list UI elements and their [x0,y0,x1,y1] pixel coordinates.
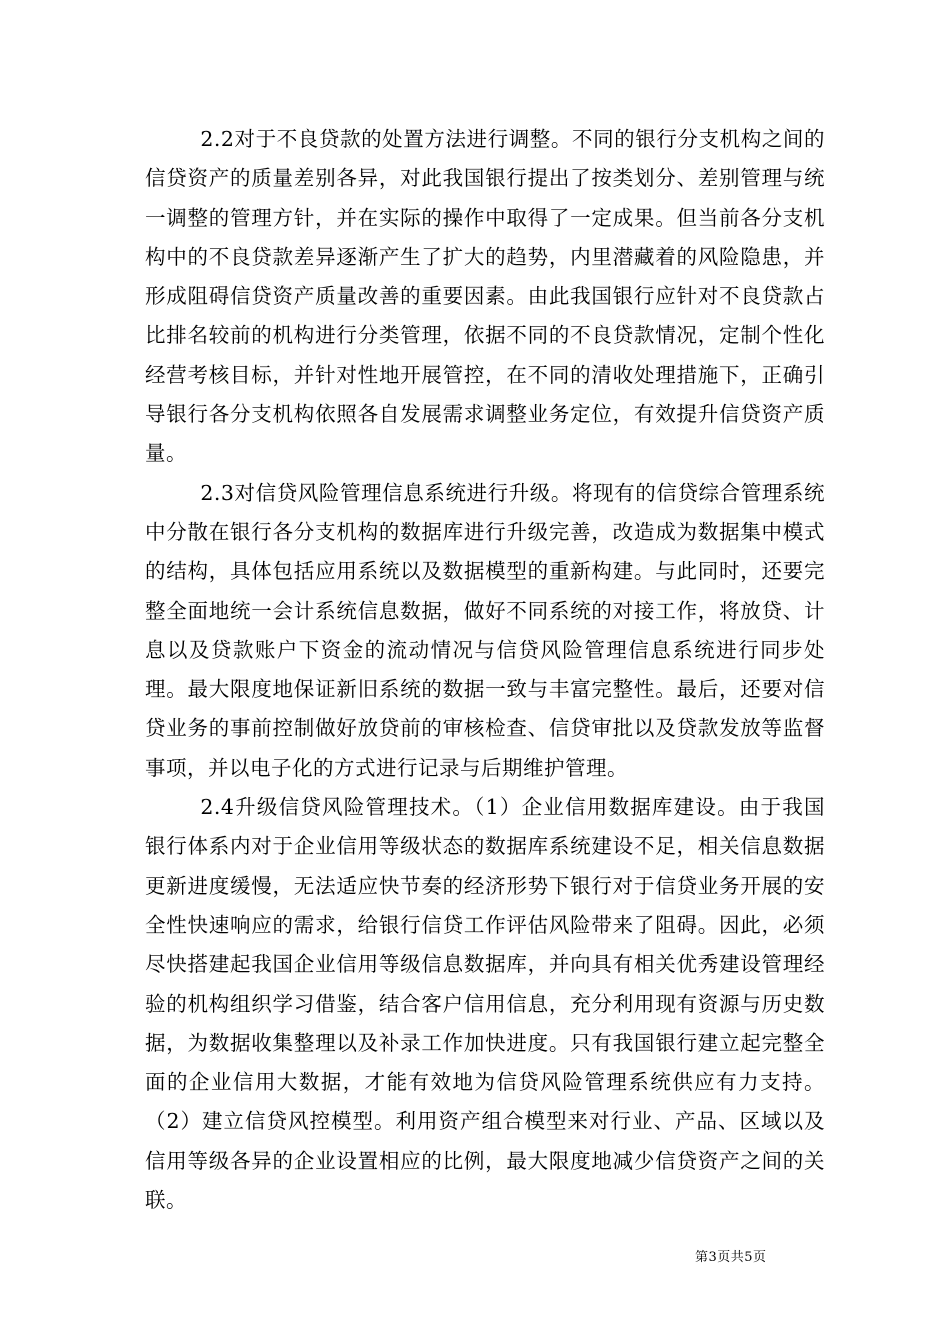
page-number-footer: 第3页共5页 [695,1250,767,1265]
paragraph-2-2: 2.2对于不良贷款的处置方法进行调整。不同的银行分支机构之间的信贷资产的质量差别各异，对此我国银行提出了按类划分、差别管理与统一调整的管理方针，并在实际的操作中取得了一定成果。但当前各分支机构中的不良贷款差异逐渐产生了扩大的趋势，内里潜藏着的风险隐患，并形成阻碍信贷资产质量改善的重要因素。由此我国银行应针对不良贷款占比排名较前的机构进行分类管理，依据不同的不良贷款情况，定制个性化经营考核目标，并针对性地开展管控，在不同的清收处理措施下，正确引导银行各分支机构依照各自发展需求调整业务定位，有效提升信贷资产质量。 [145,127,825,466]
paragraph-2-3: 2.3对信贷风险管理信息系统进行升级。将现有的信贷综合管理系统中分散在银行各分支机构的数据库进行升级完善，改造成为数据集中模式的结构，具体包括应用系统以及数据模型的重新构建。与此同时，还要完整全面地统一会计系统信息数据，做好不同系统的对接工作，将放贷、计息以及贷款账户下资金的流动情况与信贷风险管理信息系统进行同步处理。最大限度地保证新旧系统的数据一致与丰富完整性。最后，还要对信贷业务的事前控制做好放贷前的审核检查、信贷审批以及贷款发放等监督事项，并以电子化的方式进行记录与后期维护管理。 [145,480,825,780]
paragraph-2-4: 2.4升级信贷风险管理技术。（1）企业信用数据库建设。由于我国银行体系内对于企业信用等级状态的数据库系统建设不足，相关信息数据更新进度缓慢，无法适应快节奏的经济形势下银行对于信贷业务开展的安全性快速响应的需求，给银行信贷工作评估风险带来了阻碍。因此，必须尽快搭建起我国企业信用等级信息数据库，并向具有相关优秀建设管理经验的机构组织学习借鉴，结合客户信用信息，充分利用现有资源与历史数据，为数据收集整理以及补录工作加快进度。只有我国银行建立起完整全面的企业信用大数据，才能有效地为信贷风险管理系统供应有力支持。（2）建立信贷风控模型。利用资产组合模型来对行业、产品、区域以及信用等级各异的企业设置相应的比例，最大限度地减少信贷资产之间的关联。 [145,795,825,1213]
body-text [145,120,825,1220]
